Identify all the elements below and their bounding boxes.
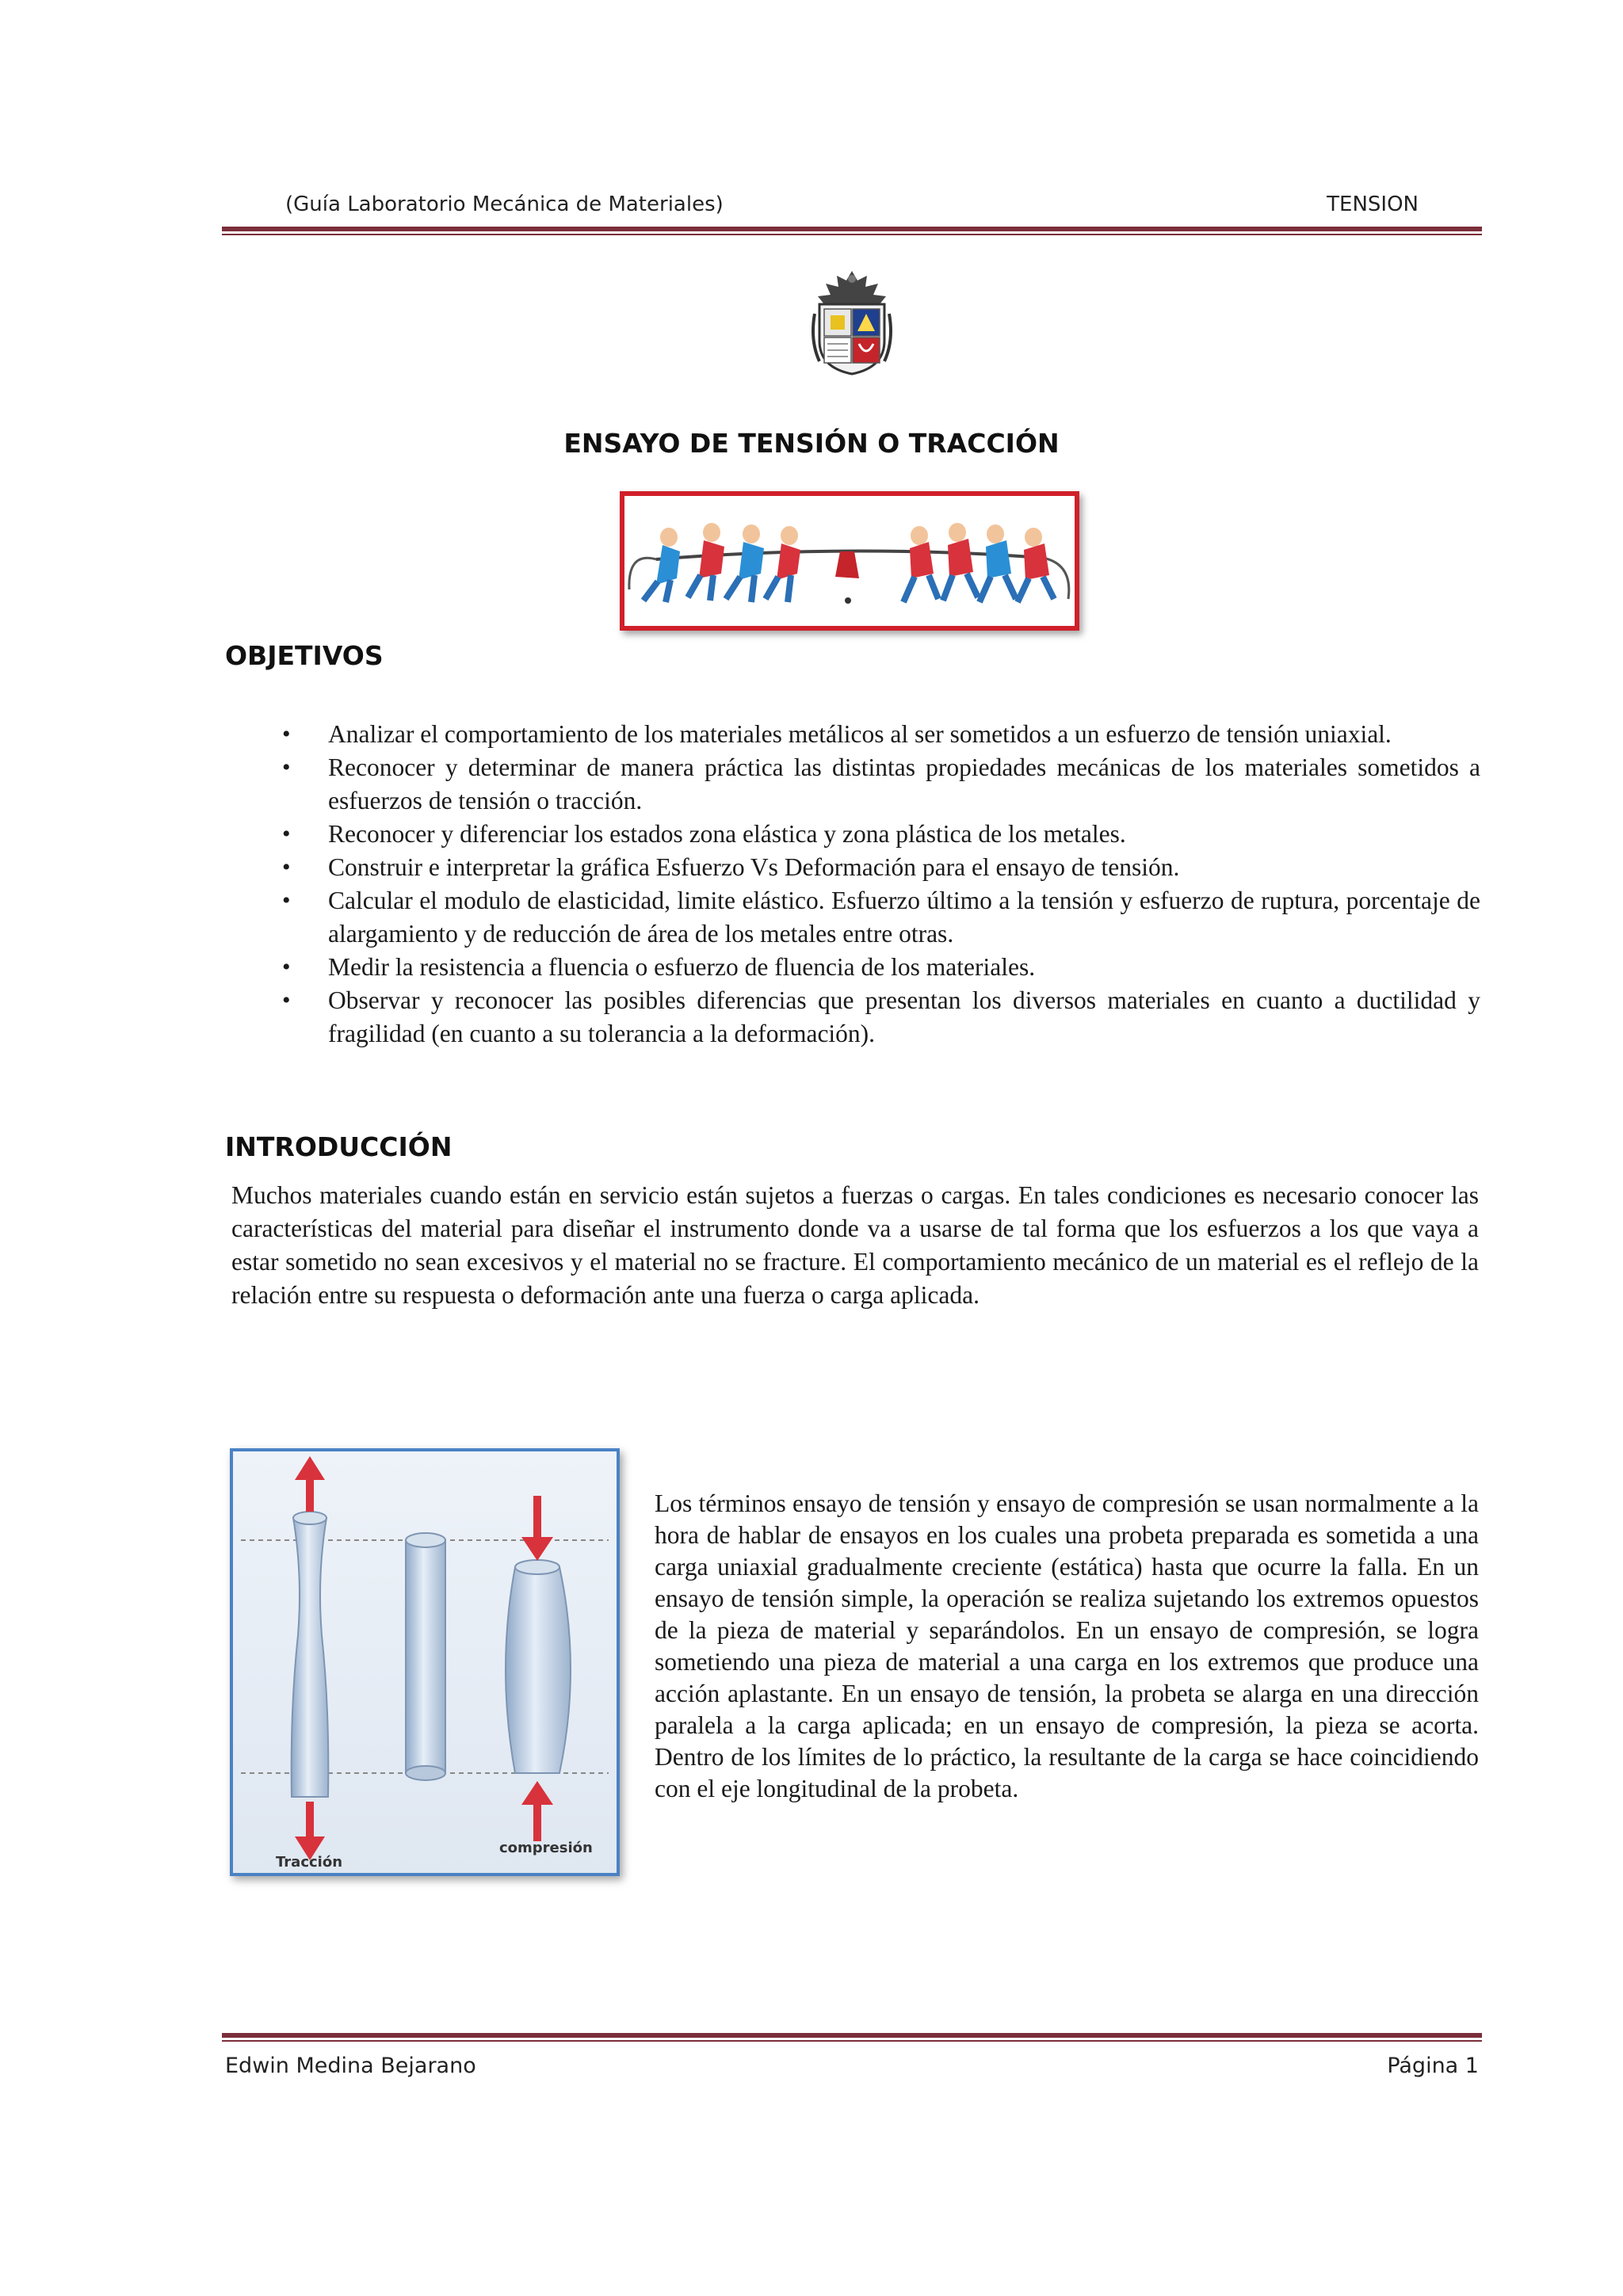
bullet-icon: • — [282, 954, 291, 980]
footer-page-number: Página 1 — [1387, 2054, 1479, 2078]
objective-item: • Analizar el comportamiento de los materiales metálicos al ser sometidos a un esfuerzo de tensión uniaxial. — [282, 718, 1480, 751]
footer-rule — [222, 2033, 1482, 2042]
bullet-icon: • — [282, 987, 291, 1013]
objective-item: • Reconocer y diferenciar los estados zona elástica y zona plástica de los metales. — [282, 818, 1480, 851]
objective-item: • Medir la resistencia a fluencia o esfuerzo de fluencia de los materiales. — [282, 951, 1480, 984]
university-crest-icon — [808, 268, 896, 377]
figure-label-traccion: Tracción — [276, 1854, 343, 1871]
bullet-icon: • — [282, 887, 291, 913]
objective-item: • Reconocer y determinar de manera práctica las distintas propiedades mecánicas de los materiales sometidos a esfuerzos de tensión o tracción. — [282, 751, 1480, 818]
tug-of-war-illustration — [620, 491, 1079, 631]
bullet-icon: • — [282, 721, 291, 747]
objectives-list — [282, 718, 1480, 1051]
objective-item: • Calcular el modulo de elasticidad, limite elástico. Esfuerzo último a la tensión y esfuerzo de ruptura, porcentaje de alargamiento y de reducción de área de los metales entre otras. — [282, 884, 1480, 951]
header-rule — [222, 227, 1482, 235]
bullet-icon: • — [282, 754, 291, 780]
objective-item: • Construir e interpretar la gráfica Esfuerzo Vs Deformación para el ensayo de tensión. — [282, 851, 1480, 884]
terms-paragraph: Los términos ensayo de tensión y ensayo de compresión se usan normalmente a la hora de hablar de ensayos en los cuales una probeta preparada es sometida a una carga uniaxial gradualmente creciente (estática) hasta que ocurre la falla. En un ensayo de tensión simple, la operación se realiza sujetando los extremos opuestos de la pieza de material y separándolos. En un ensayo de compresión, se logra sometiendo una pieza de material a una carga en los extremos que produce una acción aplastante. En un ensayo de tensión, la probeta se alarga en una dirección paralela a la carga aplicada; en un ensayo de compresión, la pieza se acorta. Dentro de los límites de lo práctico, la resultante de la carga se hace coincidiendo con el eje longitudinal de la probeta. — [655, 1489, 1479, 1802]
header-title: (Guía Laboratorio Mecánica de Materiales) — [285, 193, 724, 216]
footer-author: Edwin Medina Bejarano — [225, 2054, 476, 2078]
bullet-icon: • — [282, 821, 291, 847]
objectives-heading: OBJETIVOS — [225, 640, 384, 671]
bullet-icon: • — [282, 854, 291, 880]
objective-item: • Observar y reconocer las posibles diferencias que presentan los diversos materiales en cuanto a ductilidad y fragilidad (en cuanto a su tolerancia a la deformación). — [282, 984, 1480, 1051]
document-title: ENSAYO DE TENSIÓN O TRACCIÓN — [563, 428, 1060, 459]
introduction-heading: INTRODUCCIÓN — [225, 1131, 453, 1162]
right-team-figures — [903, 523, 1054, 602]
introduction-paragraph: Muchos materiales cuando están en servicio están sujetos a fuerzas o cargas. En tales condiciones es necesario conocer las características del material para diseñar el instrumento donde va a usarse de tal forma que los esfuerzos a los que vaya a estar sometido no sean excesivos y el material no se fracture. El comportamiento mecánico de un material es el reflejo de la relación entre su respuesta o deformación ante una fuerza o carga aplicada. — [231, 1181, 1479, 1309]
header-section: TENSION — [1327, 193, 1419, 216]
tension-compression-figure — [230, 1448, 620, 1876]
left-team-figures — [643, 523, 800, 602]
figure-label-compresion: compresión — [499, 1840, 593, 1856]
